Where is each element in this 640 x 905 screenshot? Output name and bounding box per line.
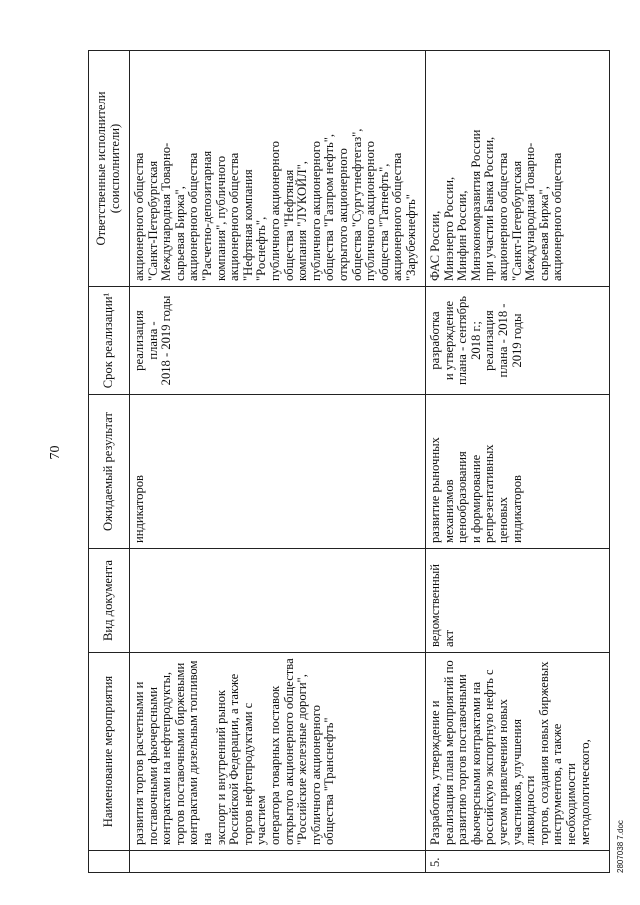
- row-number: [130, 851, 426, 873]
- row-result: развитие рыночных механизмов ценообразования и формирование репрезентативных ценовых индикаторов: [426, 395, 610, 549]
- table-row: [130, 51, 426, 873]
- row-executors: ФАС России, Минэнерго России, Минфин России, Минэкономразвития России при участии Банка России, акционерного общества "Санкт-Петербургская Международная Товарно- сырьевая Биржа", акционерного общества: [426, 51, 610, 287]
- header-name: Наименование мероприятия: [89, 653, 130, 851]
- row-doc-type: ведомственный акт: [426, 549, 610, 653]
- row-deadline: реализация плана - 2018 - 2019 годы: [130, 287, 426, 395]
- header-executors: Ответственные исполнители (соисполнители): [89, 51, 130, 287]
- row-doc-type: [130, 549, 426, 653]
- table-header-row: [89, 51, 130, 873]
- row-name: Разработка, утверждение и реализация плана мероприятий по развитию торгов поставочными фьючерсными контрактами на российскую экспортную нефть с учетом привлечения новых участников, улучшения ликвидности торгов, создания новых биржевых инструментов, а также необходимости методологического,: [426, 653, 610, 851]
- header-num: [89, 851, 130, 873]
- document-id: 2807038 7.doc: [616, 820, 625, 873]
- row-executors: акционерного общества "Санкт-Петербургская Международная Товарно- сырьевая Биржа", акционерного общества "Расчетно-депозитарная компания", публичного акционерного общества "Нефтяная компания "Роснефть", публичного акционерного общества "Нефтяная компания "ЛУКОЙЛ", публичного акционерного общества "Газпром нефть", открытого акционерного общества "Сургутнефтегаз", публичного акционерного общества "Татнефть", акционерного общества "Зарубежнефть": [130, 51, 426, 287]
- header-deadline: Срок реализации¹: [89, 287, 130, 395]
- row-deadline: разработка и утверждение плана - сентябрь 2018 г.; реализация плана - 2018 - 2019 годы: [426, 287, 610, 395]
- page-number: 70: [48, 445, 63, 460]
- row-number: 5.: [426, 851, 610, 873]
- measures-table: [88, 50, 610, 873]
- row-result: индикаторов: [130, 395, 426, 549]
- header-doc-type: Вид документа: [89, 549, 130, 653]
- header-result: Ожидаемый результат: [89, 395, 130, 549]
- row-name: развития торгов расчетными и поставочными фьючерсными контрактами на нефтепродукты, торгов поставочными биржевыми контрактами дизельным топливом на экспорт и внутренний рынок Российской Федерации, а также торгов нефтепродуктами с участием оператора товарных поставок открытого акционерного общества "Российские железные дороги", публичного акционерного общества "Транснефть": [130, 653, 426, 851]
- table-row: [426, 51, 610, 873]
